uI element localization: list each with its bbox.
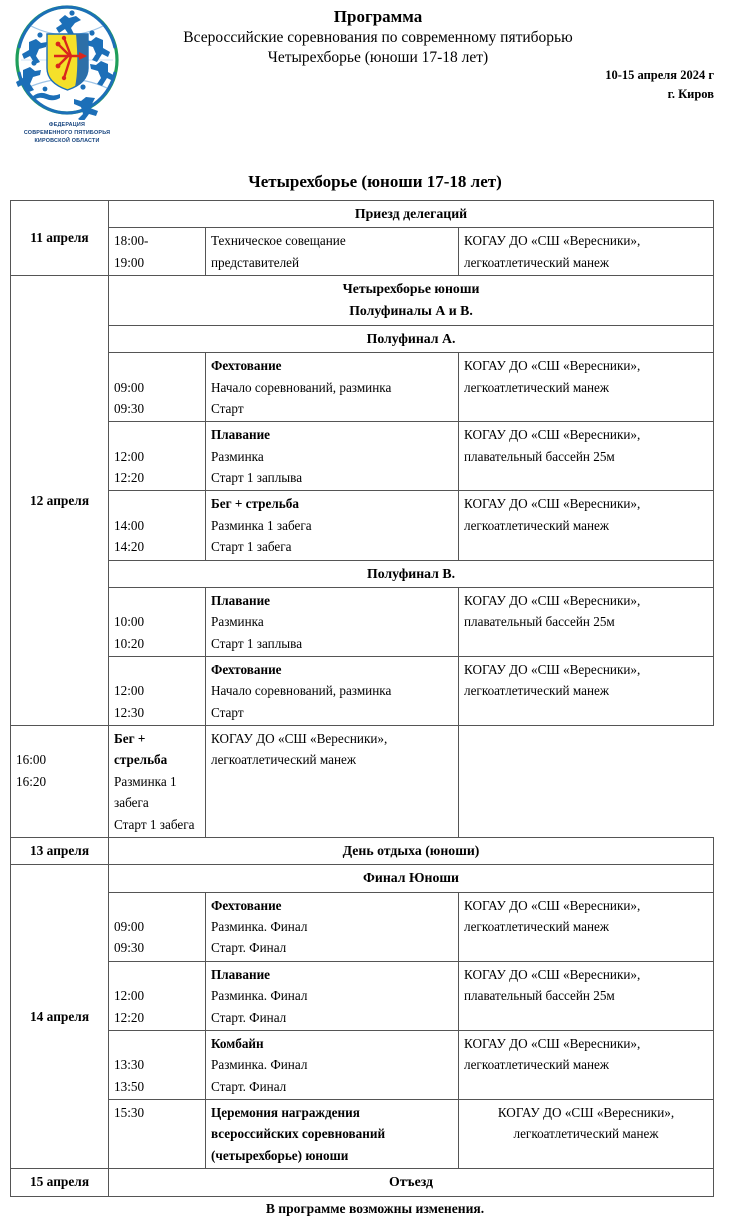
venue-cell bbox=[459, 491, 714, 560]
time-line-1: 09:00 bbox=[114, 379, 145, 395]
time-cell bbox=[109, 656, 206, 725]
venue-line-2: плавательный бассейн 25м bbox=[464, 988, 615, 1004]
time-cell bbox=[109, 491, 206, 560]
time-cell bbox=[109, 1030, 206, 1099]
event-cell bbox=[206, 491, 459, 560]
document-subtitle-1: Всероссийские соревнования по современному пятиборью bbox=[183, 29, 573, 47]
time-line-1: 12:00 bbox=[114, 683, 145, 699]
banner-semifinals-ab: Полуфиналы А и В. bbox=[349, 303, 473, 319]
time-line-2: 09:30 bbox=[114, 400, 145, 416]
time-cell bbox=[109, 1100, 206, 1169]
document-subtitle-2: Четырехборье (юноши 17-18 лет) bbox=[267, 49, 489, 67]
time-cell bbox=[11, 726, 109, 838]
banner-departure: Отъезд bbox=[109, 1169, 714, 1196]
table-row bbox=[11, 201, 714, 228]
event-line-1: Техническое совещание bbox=[211, 233, 346, 249]
time-line-2: 12:30 bbox=[114, 704, 145, 720]
program-footnote: В программе возможны изменения. bbox=[265, 1200, 485, 1216]
event-line-2: Старт 1 заплыва bbox=[211, 635, 303, 651]
venue-cell bbox=[459, 353, 714, 422]
venue-line-1: КОГАУ ДО «СШ «Вересники», bbox=[464, 233, 641, 249]
banner-quad-boys bbox=[109, 276, 714, 326]
table-row bbox=[11, 325, 714, 352]
table-row bbox=[11, 491, 714, 560]
table-row bbox=[11, 837, 714, 864]
logo-caption bbox=[6, 121, 128, 145]
title-block bbox=[128, 6, 628, 69]
time-line-1: 13:30 bbox=[114, 1057, 145, 1073]
event-cell bbox=[206, 228, 459, 276]
venue-cell bbox=[459, 656, 714, 725]
table-row bbox=[11, 961, 714, 1030]
venue-line-1: КОГАУ ДО «СШ «Вересники», bbox=[497, 1105, 675, 1121]
venue-line-1: КОГАУ ДО «СШ «Вересники», bbox=[464, 661, 641, 677]
event-line-2: Старт bbox=[211, 704, 244, 720]
venue-line-1: КОГАУ ДО «СШ «Вересники», bbox=[464, 897, 641, 913]
event-title: Бег + стрельба bbox=[211, 496, 299, 512]
venue-line-2: плавательный бассейн 25м bbox=[464, 614, 615, 630]
event-title: Плавание bbox=[211, 592, 271, 608]
time-line-2: 13:50 bbox=[114, 1078, 145, 1094]
event-cell bbox=[206, 1100, 459, 1169]
event-cell bbox=[206, 422, 459, 491]
venue-line-1: КОГАУ ДО «СШ «Вересники», bbox=[464, 358, 641, 374]
time-line-1: 15:30 bbox=[114, 1105, 145, 1121]
venue-cell bbox=[459, 961, 714, 1030]
event-line-2: представителей bbox=[211, 254, 300, 270]
day-cell-apr13: 13 апреля bbox=[11, 837, 109, 864]
venue-line-1: КОГАУ ДО «СШ «Вересники», bbox=[464, 496, 641, 512]
venue-cell bbox=[459, 587, 714, 656]
event-line-1: Разминка bbox=[211, 614, 264, 630]
time-cell bbox=[109, 961, 206, 1030]
federation-logo bbox=[6, 4, 128, 156]
day-cell-apr12: 12 апреля bbox=[11, 276, 109, 726]
venue-line-2: легкоатлетический манеж bbox=[513, 1126, 659, 1142]
table-row bbox=[11, 1100, 714, 1169]
event-line-2: всероссийских соревнований bbox=[211, 1126, 386, 1142]
event-line-2: Старт 1 забега bbox=[211, 539, 292, 555]
table-row bbox=[11, 560, 714, 587]
day-cell-apr14: 14 апреля bbox=[11, 865, 109, 1169]
time-line-2: 16:20 bbox=[16, 773, 47, 789]
banner-arrival: Приезд делегаций bbox=[109, 201, 714, 228]
venue-cell bbox=[459, 1030, 714, 1099]
table-row bbox=[11, 726, 714, 838]
venue-line-1: КОГАУ ДО «СШ «Вересники», bbox=[464, 427, 641, 443]
logo-caption-line-1: ФЕДЕРАЦИЯ bbox=[48, 122, 86, 128]
venue-cell bbox=[459, 1100, 714, 1169]
pentathlon-emblem-icon bbox=[9, 4, 125, 120]
time-line-2: 09:30 bbox=[114, 940, 145, 956]
logo-caption-line-2: СОВРЕМЕННОГО ПЯТИБОРЬЯ bbox=[23, 130, 111, 137]
table-row bbox=[11, 1030, 714, 1099]
event-title: Фехтование bbox=[211, 661, 282, 677]
table-row bbox=[11, 656, 714, 725]
event-cell bbox=[109, 726, 206, 838]
page-title: Программа bbox=[333, 7, 423, 26]
logo-caption-line-3: КИРОВСКОЙ ОБЛАСТИ bbox=[34, 138, 100, 145]
time-line-1: 12:00 bbox=[114, 988, 145, 1004]
event-line-1: Разминка. Финал bbox=[211, 988, 308, 1004]
table-row bbox=[11, 865, 714, 892]
venue-line-2: легкоатлетический манеж bbox=[464, 1057, 609, 1073]
event-cell bbox=[206, 961, 459, 1030]
time-line-1: 10:00 bbox=[114, 614, 145, 630]
event-line-2: Старт bbox=[211, 400, 244, 416]
event-title: Комбайн bbox=[211, 1035, 264, 1051]
event-line-2: Старт 1 заплыва bbox=[211, 470, 303, 485]
venue-line-1: КОГАУ ДО «СШ «Вересники», bbox=[464, 1035, 641, 1051]
time-line-2: 12:20 bbox=[114, 1009, 145, 1025]
event-title: Плавание bbox=[211, 966, 271, 982]
event-line-1: Разминка. Финал bbox=[211, 919, 308, 935]
time-cell bbox=[109, 892, 206, 961]
day-cell-apr15: 15 апреля bbox=[11, 1169, 109, 1196]
venue-cell bbox=[459, 422, 714, 491]
event-title: Плавание bbox=[211, 427, 271, 443]
event-line-1: Начало соревнований, разминка bbox=[211, 683, 392, 699]
venue-line-1: КОГАУ ДО «СШ «Вересники», bbox=[464, 592, 641, 608]
event-line-2: Старт. Финал bbox=[211, 1009, 287, 1025]
document-header bbox=[0, 0, 750, 160]
event-cell bbox=[206, 892, 459, 961]
event-line-2: Старт 1 забега bbox=[114, 816, 195, 832]
event-cell bbox=[206, 353, 459, 422]
time-line-1: 16:00 bbox=[16, 752, 47, 768]
time-line-1: 18:00- bbox=[114, 233, 149, 249]
venue-cell bbox=[206, 726, 459, 838]
banner-semifinal-b: Полуфинал В. bbox=[109, 560, 714, 587]
venue-line-2: легкоатлетический манеж bbox=[464, 683, 609, 699]
time-line-1: 12:00 bbox=[114, 448, 145, 464]
venue-line-2: легкоатлетический манеж bbox=[464, 379, 609, 395]
venue-line-1: КОГАУ ДО «СШ «Вересники», bbox=[464, 966, 641, 982]
section-title: Четырехборье (юноши 17-18 лет) bbox=[248, 172, 502, 191]
banner-rest-day: День отдыха (юноши) bbox=[109, 837, 714, 864]
banner-quad-boys-line-1: Четырехборье юноши bbox=[342, 281, 480, 297]
venue-line-2: легкоатлетический манеж bbox=[464, 254, 609, 270]
event-line-1: Разминка bbox=[211, 448, 264, 464]
event-cell bbox=[206, 656, 459, 725]
table-row bbox=[11, 587, 714, 656]
time-line-2: 14:20 bbox=[114, 539, 145, 555]
time-line-1: 09:00 bbox=[114, 919, 145, 935]
banner-final-boys: Финал Юноши bbox=[109, 865, 714, 892]
time-line-2: 19:00 bbox=[114, 254, 145, 270]
table-row bbox=[11, 1169, 714, 1196]
event-title: Фехтование bbox=[211, 897, 282, 913]
table-row bbox=[11, 892, 714, 961]
event-line-1: Разминка. Финал bbox=[211, 1057, 308, 1073]
event-line-1: Разминка 1 забега bbox=[211, 517, 312, 533]
event-dates: 10-15 апреля 2024 г bbox=[605, 68, 714, 82]
venue-cell bbox=[459, 892, 714, 961]
venue-line-1: КОГАУ ДО «СШ «Вересники», bbox=[211, 731, 388, 747]
event-title: Фехтование bbox=[211, 358, 282, 374]
event-line-1: Церемония награждения bbox=[211, 1105, 360, 1121]
venue-line-2: легкоатлетический манеж bbox=[211, 752, 356, 768]
banner-semifinal-a: Полуфинал А. bbox=[109, 325, 714, 352]
event-cell bbox=[206, 587, 459, 656]
table-row bbox=[11, 228, 714, 276]
venue-line-2: легкоатлетический манеж bbox=[464, 919, 609, 935]
event-city: г. Киров bbox=[667, 86, 714, 101]
venue-cell bbox=[459, 228, 714, 276]
table-row bbox=[11, 276, 714, 326]
time-cell bbox=[109, 353, 206, 422]
time-cell bbox=[109, 228, 206, 276]
time-line-2: 10:20 bbox=[114, 635, 145, 651]
event-title: Бег + стрельба bbox=[114, 731, 168, 768]
event-cell bbox=[206, 1030, 459, 1099]
event-line-2: Старт. Финал bbox=[211, 1078, 287, 1094]
venue-line-2: легкоатлетический манеж bbox=[464, 517, 609, 533]
time-cell bbox=[109, 587, 206, 656]
program-table bbox=[10, 200, 714, 1197]
time-line-2: 12:20 bbox=[114, 470, 145, 485]
day-cell-apr11: 11 апреля bbox=[11, 201, 109, 276]
event-line-1: Начало соревнований, разминка bbox=[211, 379, 392, 395]
event-line-1: Разминка 1 забега bbox=[114, 773, 177, 811]
table-row bbox=[11, 353, 714, 422]
time-cell bbox=[109, 422, 206, 491]
event-line-3: (четырехборье) юноши bbox=[211, 1147, 349, 1163]
event-line-2: Старт. Финал bbox=[211, 940, 287, 956]
table-row bbox=[11, 422, 714, 491]
time-line-1: 14:00 bbox=[114, 517, 145, 533]
venue-line-2: плавательный бассейн 25м bbox=[464, 448, 615, 464]
event-meta bbox=[605, 66, 714, 104]
